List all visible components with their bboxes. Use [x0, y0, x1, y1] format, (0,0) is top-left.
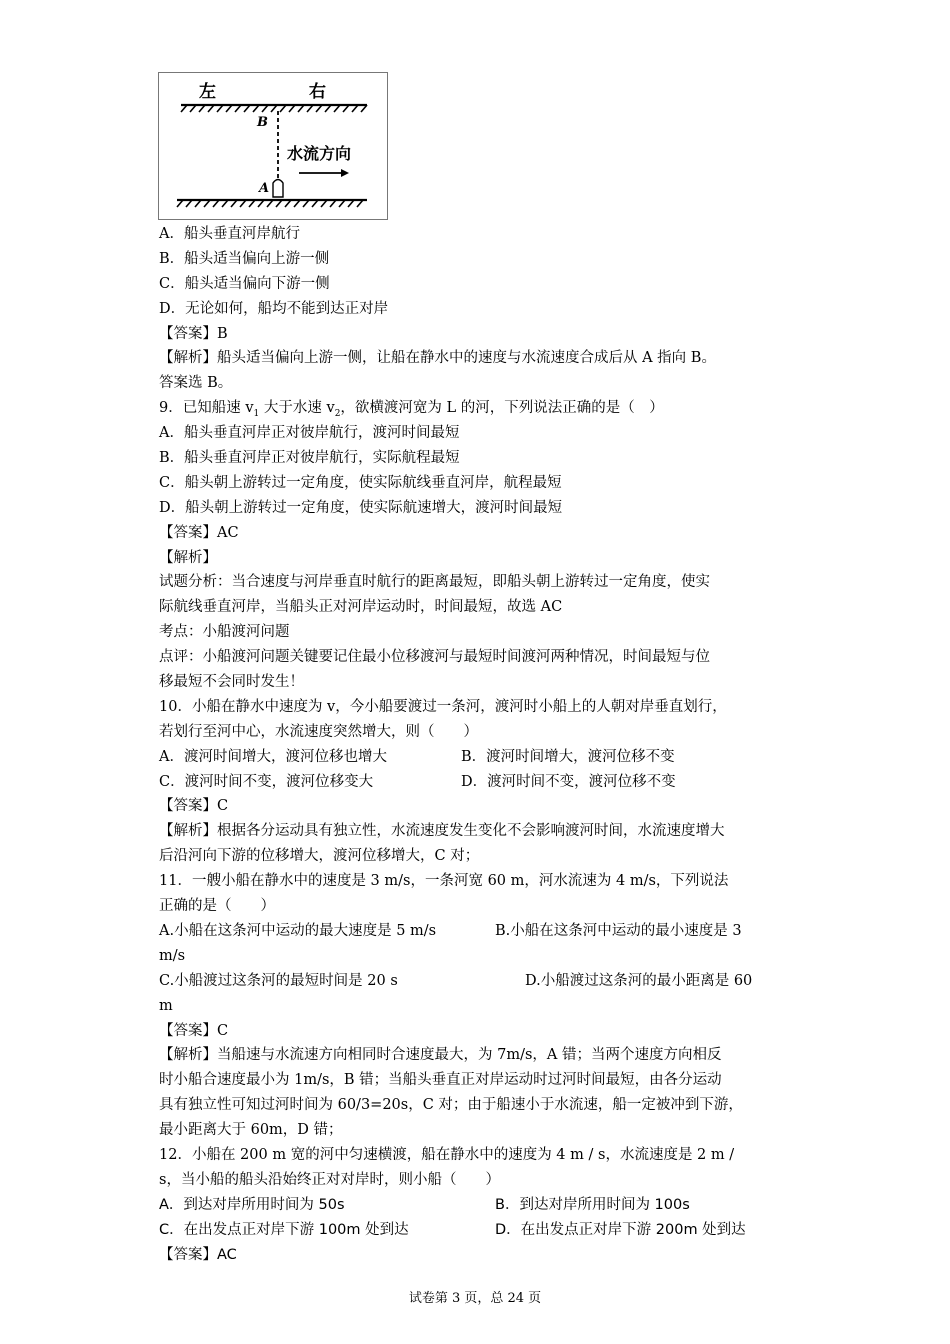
q9-stem [159, 396, 799, 421]
q10-answer: 【答案】C [159, 798, 229, 815]
q9-comment: 点评：小船渡河问题关键要记住最小位移渡河与最短时间渡河两种情况，时间最短与位 [159, 649, 710, 666]
q12-option-a: A．到达对岸所用时间为 50s [159, 1196, 345, 1213]
right-label: 右 [309, 82, 326, 102]
q9-sub-2: 2 [334, 409, 341, 420]
q10-analysis-cont: 后沿河向下游的位移增大，渡河位移增大，C 对； [159, 848, 480, 865]
q12-answer: 【答案】AC [159, 1246, 237, 1263]
q11-stem-cont: 正确的是（ ） [159, 898, 275, 915]
river-crossing-figure [158, 72, 388, 220]
point-b-label: B [257, 115, 268, 130]
q11-option-d: D.小船渡过这条河的最小距离是 60 [525, 972, 753, 989]
q11-analysis-cont-1: 时小船合速度最小为 1m/s，B 错；当船头垂直正对岸运动时过河时间最短，由各分运动 [159, 1072, 722, 1089]
q9-sub-1: 1 [253, 409, 260, 420]
flow-direction-label: 水流方向 [287, 144, 352, 163]
q12-option-c: C．在出发点正对岸下游 100m 处到达 [159, 1221, 409, 1238]
q8-answer: 【答案】B [159, 325, 228, 342]
q12-options-ab [159, 1193, 799, 1218]
q9-option-c: C．船头朝上游转过一定角度，使实际航线垂直河岸，航程最短 [159, 474, 562, 491]
q9-analysis-head: 【解析】 [159, 549, 217, 566]
q10-option-b: B．渡河时间增大，渡河位移不变 [461, 748, 675, 765]
q9-stem-a: 9．已知船速 v [159, 400, 254, 417]
q12-options-cd [159, 1218, 799, 1243]
q9-analysis: 试题分析：当合速度与河岸垂直时航行的距离最短，即船头朝上游转过一定角度，使实 [159, 574, 710, 591]
q9-analysis-cont: 际航线垂直河岸，当船头正对河岸运动时，时间最短，故选 AC [159, 599, 563, 616]
q8-option-b: B．船头适当偏向上游一侧 [159, 250, 330, 267]
q11-answer: 【答案】C [159, 1022, 229, 1039]
q9-stem-c: ，欲横渡河宽为 L 的河，下列说法正确的是（ ） [340, 400, 664, 417]
q12-option-d: D．在出发点正对岸下游 200m 处到达 [495, 1221, 746, 1238]
q11-analysis: 【解析】当船速与水流速方向相同时合速度最大，为 7m/s，A 错；当两个速度方向相反 [159, 1047, 722, 1064]
q10-options-cd [159, 770, 799, 795]
q9-answer: 【答案】AC [159, 524, 239, 541]
q8-analysis: 【解析】船头适当偏向上游一侧，让船在静水中的速度与水流速度合成后从 A 指向 B。 [159, 350, 716, 367]
q8-option-d: D．无论如何，船均不能到达正对岸 [159, 300, 389, 317]
q9-option-b: B．船头垂直河岸正对彼岸航行，实际航程最短 [159, 450, 460, 467]
question-text [159, 222, 799, 1267]
q11-stem: 11．一艘小船在静水中的速度是 3 m/s，一条河宽 60 m，河水流速为 4 m/s，下列说法 [159, 873, 729, 890]
q9-stem-b: 大于水速 v [259, 400, 335, 417]
q10-option-a: A．渡河时间增大，渡河位移也增大 [159, 748, 387, 765]
q10-option-d: D．渡河时间不变，渡河位移不变 [461, 773, 676, 790]
q12-stem-cont: s，当小船的船头沿始终正对对岸时，则小船（ ） [159, 1171, 500, 1188]
q9-kaodian: 考点：小船渡河问题 [159, 624, 290, 641]
q10-options-ab [159, 745, 799, 770]
q10-stem-cont: 若划行至河中心，水流速度突然增大，则（ ） [159, 723, 478, 740]
q11-options-ab [159, 919, 799, 944]
q9-option-a: A．船头垂直河岸正对彼岸航行，渡河时间最短 [159, 425, 460, 442]
q9-comment-cont: 移最短不会同时发生！ [159, 674, 304, 691]
q10-stem: 10．小船在静水中速度为 v，今小船要渡过一条河，渡河时小船上的人朝对岸垂直划行， [159, 698, 727, 715]
left-label: 左 [199, 82, 216, 102]
q12-option-b: B．到达对岸所用时间为 100s [495, 1196, 690, 1213]
q11-option-a: A.小船在这条河中运动的最大速度是 5 m/s [159, 922, 437, 939]
q12-stem: 12．小船在 200 m 宽的河中匀速横渡，船在静水中的速度为 4 m / s，水流速度是 2 m / [159, 1146, 735, 1163]
q11-option-b-cont: m/s [159, 947, 186, 964]
river-diagram [159, 73, 389, 221]
q9-option-d: D．船头朝上游转过一定角度，使实际航速增大，渡河时间最短 [159, 499, 563, 516]
point-a-label: A [259, 181, 270, 196]
q11-option-d-cont: m [159, 997, 173, 1014]
q11-option-b: B.小船在这条河中运动的最小速度是 3 [495, 922, 742, 939]
q8-option-a: A．船头垂直河岸航行 [159, 226, 300, 242]
q11-analysis-cont-3: 最小距离大于 60m，D 错； [159, 1122, 343, 1139]
q11-options-cd [159, 969, 799, 994]
q11-option-c: C.小船渡过这条河的最短时间是 20 s [159, 972, 398, 989]
page-footer: 试卷第 3 页，总 24 页 [408, 1291, 542, 1306]
q11-analysis-cont-2: 具有独立性可知过河时间为 60/3=20s，C 对；由于船速小于水流速，船一定被冲到下游， [159, 1097, 743, 1114]
q10-analysis: 【解析】根据各分运动具有独立性，水流速度发生变化不会影响渡河时间，水流速度增大 [159, 823, 725, 840]
q10-option-c: C．渡河时间不变，渡河位移变大 [159, 773, 374, 790]
q8-option-c: C．船头适当偏向下游一侧 [159, 275, 330, 292]
q8-analysis-cont: 答案选 B。 [159, 375, 233, 392]
